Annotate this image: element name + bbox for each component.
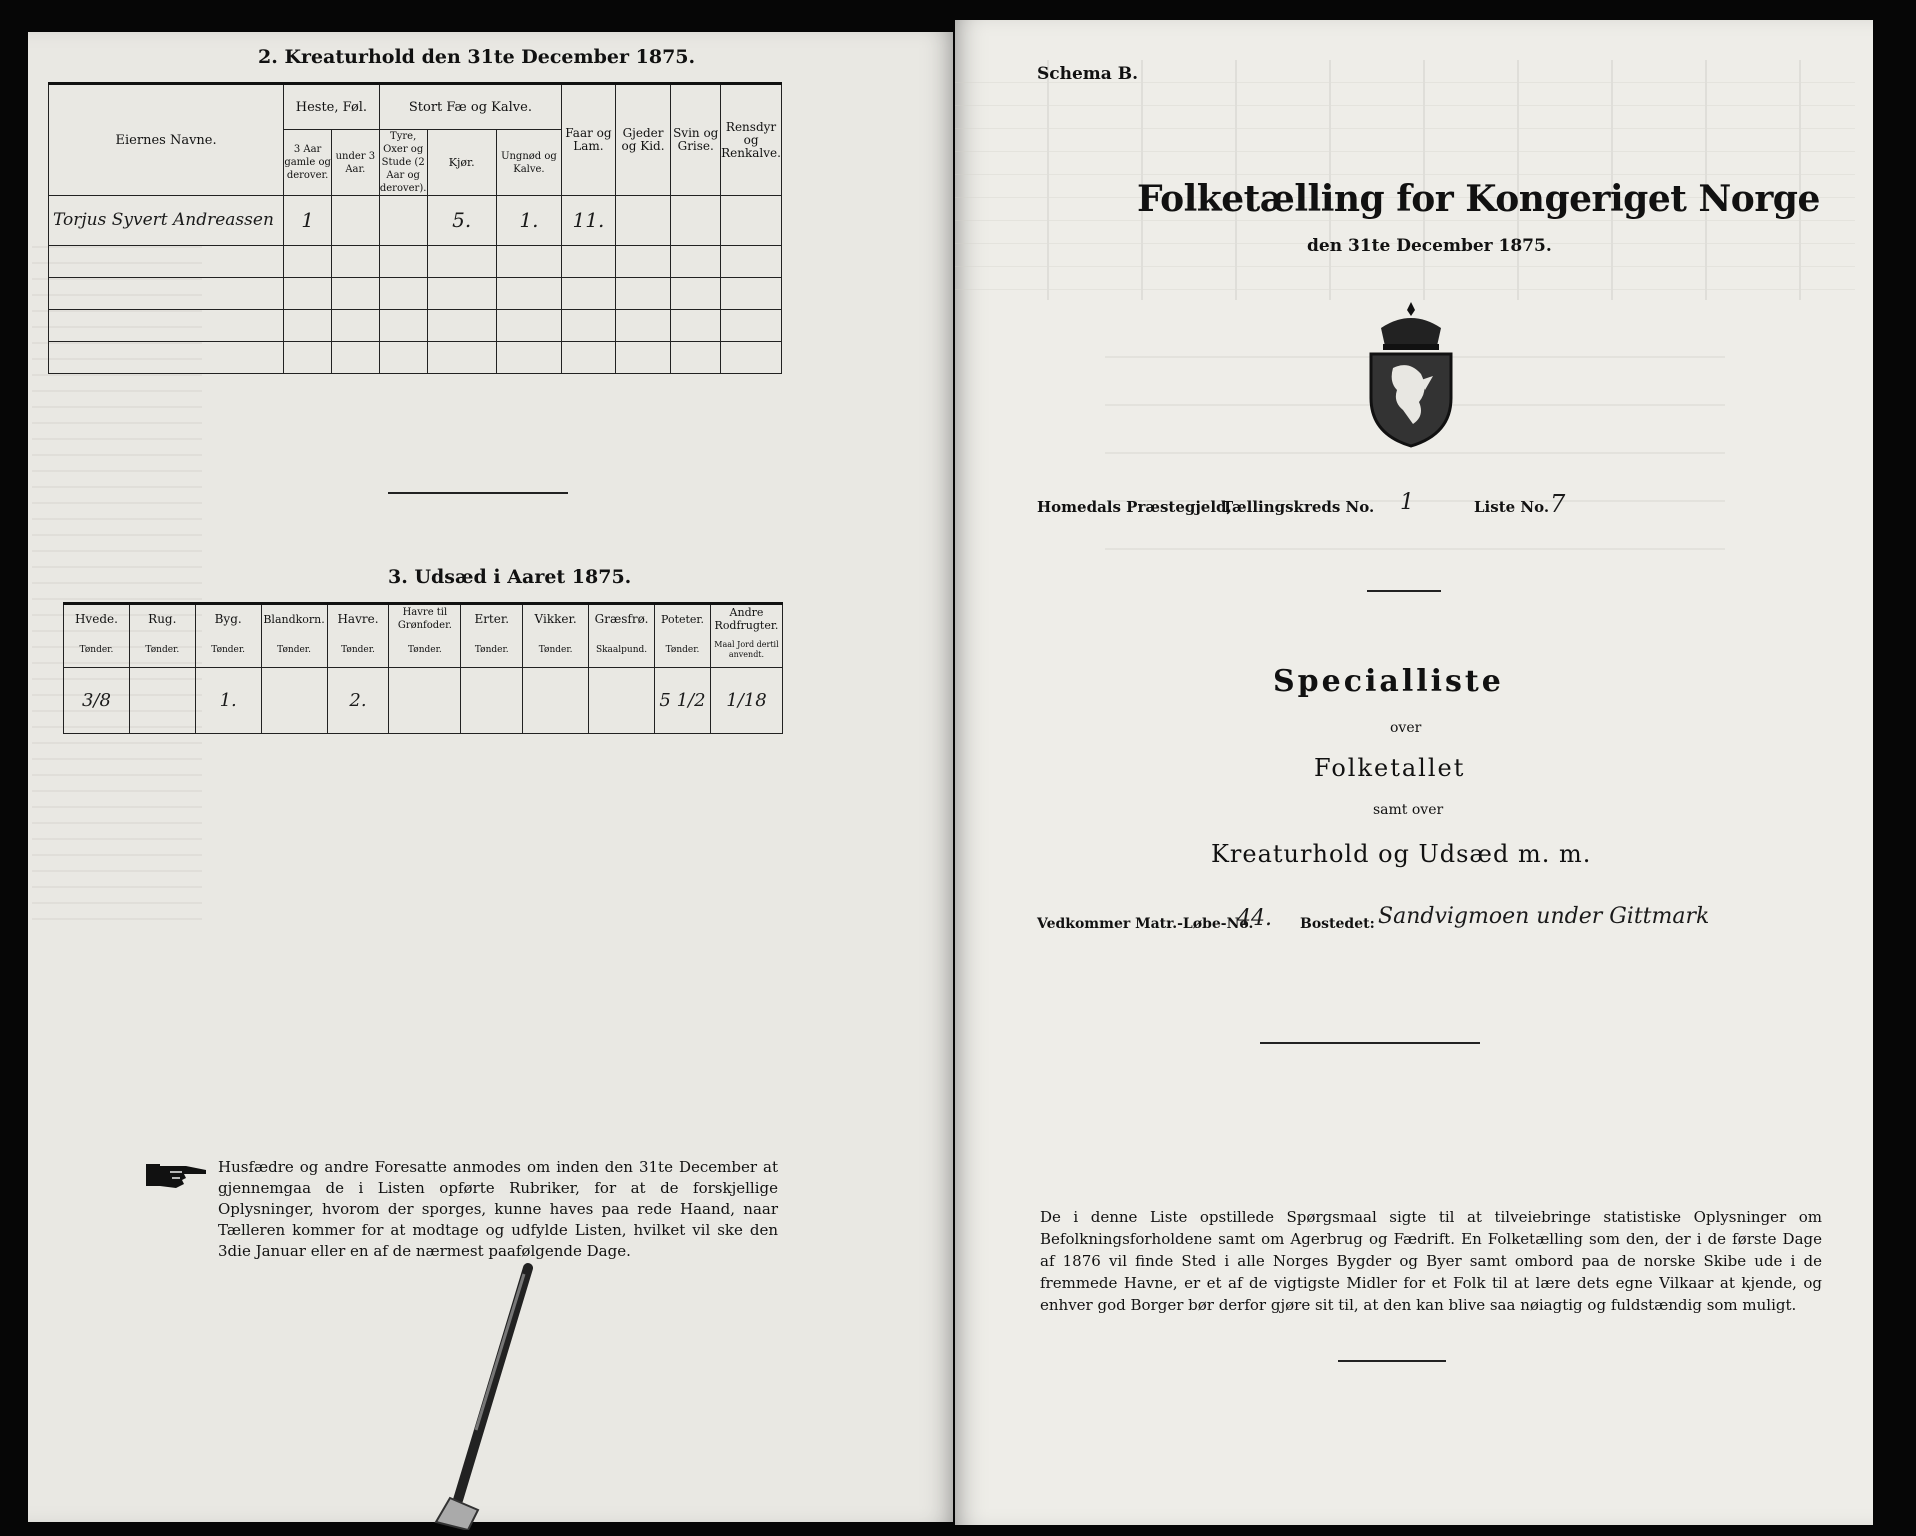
seed-value-7 xyxy=(523,668,589,734)
right-page xyxy=(955,20,1873,1525)
section2-title: 2. Kreaturhold den 31te December 1875. xyxy=(258,46,696,68)
seed-value-8 xyxy=(589,668,655,734)
seed-unit-8: Skaalpund. xyxy=(589,634,655,668)
kreaturhold-title: Kreaturhold og Udsæd m. m. xyxy=(1211,840,1592,868)
section3-title: 3. Udsæd i Aaret 1875. xyxy=(388,566,632,588)
pointing-hand-icon xyxy=(146,1158,208,1192)
district-value: 1 xyxy=(1400,490,1414,515)
district-label: Tællingskreds No. xyxy=(1222,498,1375,516)
matr-label: Vedkommer Matr.-Løbe-No. xyxy=(1037,916,1254,932)
cattle-bulls-header: Tyre, Oxer og Stude (2 Aar og derover). xyxy=(379,131,427,194)
divider-line xyxy=(1260,1042,1480,1044)
parish-label: Homedals Præstegjeld, xyxy=(1037,498,1232,516)
seed-header-5: Havre til Grønfoder. xyxy=(389,604,461,634)
samt-over-label: samt over xyxy=(1373,802,1444,818)
pigs-value xyxy=(671,196,721,246)
horse-old-header: 3 Aar gamle og derover. xyxy=(284,130,332,196)
seed-header-6: Erter. xyxy=(461,604,523,634)
schema-label: Schema B. xyxy=(1037,64,1139,84)
seed-unit-2: Tønder. xyxy=(195,634,261,668)
coat-of-arms-icon xyxy=(1363,298,1459,448)
horse-young-header: under 3 Aar. xyxy=(332,130,380,196)
seed-table xyxy=(63,602,783,734)
cattle-young-header: Ungnød og Kalve. xyxy=(496,130,561,196)
seed-unit-3: Tønder. xyxy=(261,634,327,668)
list-value: 7 xyxy=(1550,490,1566,518)
seed-value-3 xyxy=(261,668,327,734)
seed-header-3: Blandkorn. xyxy=(261,604,327,634)
cattle-group-header: Stort Fæ og Kalve. xyxy=(379,84,562,130)
seed-header-7: Vikker. xyxy=(523,604,589,634)
info-paragraph: De i denne Liste opstillede Spørgsmaal sigte til at tilveiebringe statistiske Oplysninger om Befolkningsforholdene samt om Agerbrug og Fædrift. En Folketælling som den, der i de første Dage af 1876 vil finde Sted i alle Norges Bygder og Byer samt ombord paa de norske Skibe ude i de fremmede Havne, er et af de vigtigste Midler for et Folk til at lære dets egne Vilkaar at kjende, og enhver god Borger bør derfor gjøre sit til, at den kan blive saa nøiagtig og fuldstændig som muligt. xyxy=(1040,1208,1822,1314)
goats-header: Gjeder og Kid. xyxy=(615,84,671,196)
seed-value-1 xyxy=(129,668,195,734)
seed-header-0: Hvede. xyxy=(64,604,130,634)
seed-unit-1: Tønder. xyxy=(129,634,195,668)
seed-header-1: Rug. xyxy=(129,604,195,634)
census-title: Folketælling for Kongeriget Norge xyxy=(1137,178,1820,220)
horse-old-value: 1 xyxy=(284,196,332,246)
seed-header-10: Andre Rodfrugter. xyxy=(710,604,782,634)
seed-header-8: Græsfrø. xyxy=(589,604,655,634)
bosted-value: Sandvigmoen under Gittmark xyxy=(1378,904,1710,929)
matr-value: 44. xyxy=(1237,906,1272,931)
cattle-young-value: 1. xyxy=(496,196,561,246)
over-label: over xyxy=(1390,720,1422,736)
horse-group-header: Heste, Føl. xyxy=(284,84,380,130)
seed-unit-5: Tønder. xyxy=(389,634,461,668)
seed-unit-10: Maal Jord dertil anvendt. xyxy=(710,634,782,668)
seed-value-6 xyxy=(461,668,523,734)
cattle-cows-header: Kjør. xyxy=(427,130,496,196)
divider-line xyxy=(1338,1360,1446,1362)
seed-unit-0: Tønder. xyxy=(64,634,130,668)
goats-value xyxy=(615,196,671,246)
seed-unit-7: Tønder. xyxy=(523,634,589,668)
cattle-cows-value: 5. xyxy=(427,196,496,246)
pigs-header: Svin og Grise. xyxy=(671,84,721,196)
seed-value-5 xyxy=(389,668,461,734)
notice-text: Husfædre og andre Foresatte anmodes om inden den 31te December at gjennemgaa de i Listen opførte Rubriker, for at de forskjellige Oplysninger, hvorom der sporges, kunne haves paa rede Haand, naar Tælleren kommer for at modtage og udfylde Listen, hvilket vil ske den 3die Januar eller en af de nærmest paafølgende Dage. xyxy=(218,1158,778,1260)
census-date: den 31te December 1875. xyxy=(1307,236,1552,256)
divider-line xyxy=(388,492,568,494)
seed-header-9: Poteter. xyxy=(655,604,711,634)
sheep-value: 11. xyxy=(562,196,616,246)
seed-value-10: 1/18 xyxy=(710,668,782,734)
seed-value-4: 2. xyxy=(327,668,389,734)
pen-icon xyxy=(428,1260,548,1530)
table-row xyxy=(64,668,783,734)
sheep-header: Faar og Lam. xyxy=(562,84,616,196)
reindeer-value xyxy=(721,196,782,246)
left-page xyxy=(28,32,953,1522)
owner-name: Torjus Syvert Andreassen xyxy=(49,196,284,246)
seed-value-2: 1. xyxy=(195,668,261,734)
horse-young-value xyxy=(332,196,380,246)
seed-value-0: 3/8 xyxy=(64,668,130,734)
reindeer-header: Rensdyr og Renkalve. xyxy=(721,84,782,196)
seed-unit-9: Tønder. xyxy=(655,634,711,668)
list-label: Liste No. xyxy=(1474,498,1550,516)
seed-unit-6: Tønder. xyxy=(461,634,523,668)
owner-header: Eiernes Navne. xyxy=(49,84,284,196)
seed-value-9: 5 1/2 xyxy=(655,668,711,734)
table-row xyxy=(49,196,782,246)
divider-line xyxy=(1367,590,1441,592)
seed-header-2: Byg. xyxy=(195,604,261,634)
cattle-bulls-value xyxy=(379,196,427,246)
folketallet-title: Folketallet xyxy=(1314,754,1466,782)
bosted-label: Bostedet: xyxy=(1300,916,1375,932)
livestock-table xyxy=(48,82,782,374)
specialliste-title: Specialliste xyxy=(1273,664,1504,699)
seed-header-4: Havre. xyxy=(327,604,389,634)
seed-unit-4: Tønder. xyxy=(327,634,389,668)
